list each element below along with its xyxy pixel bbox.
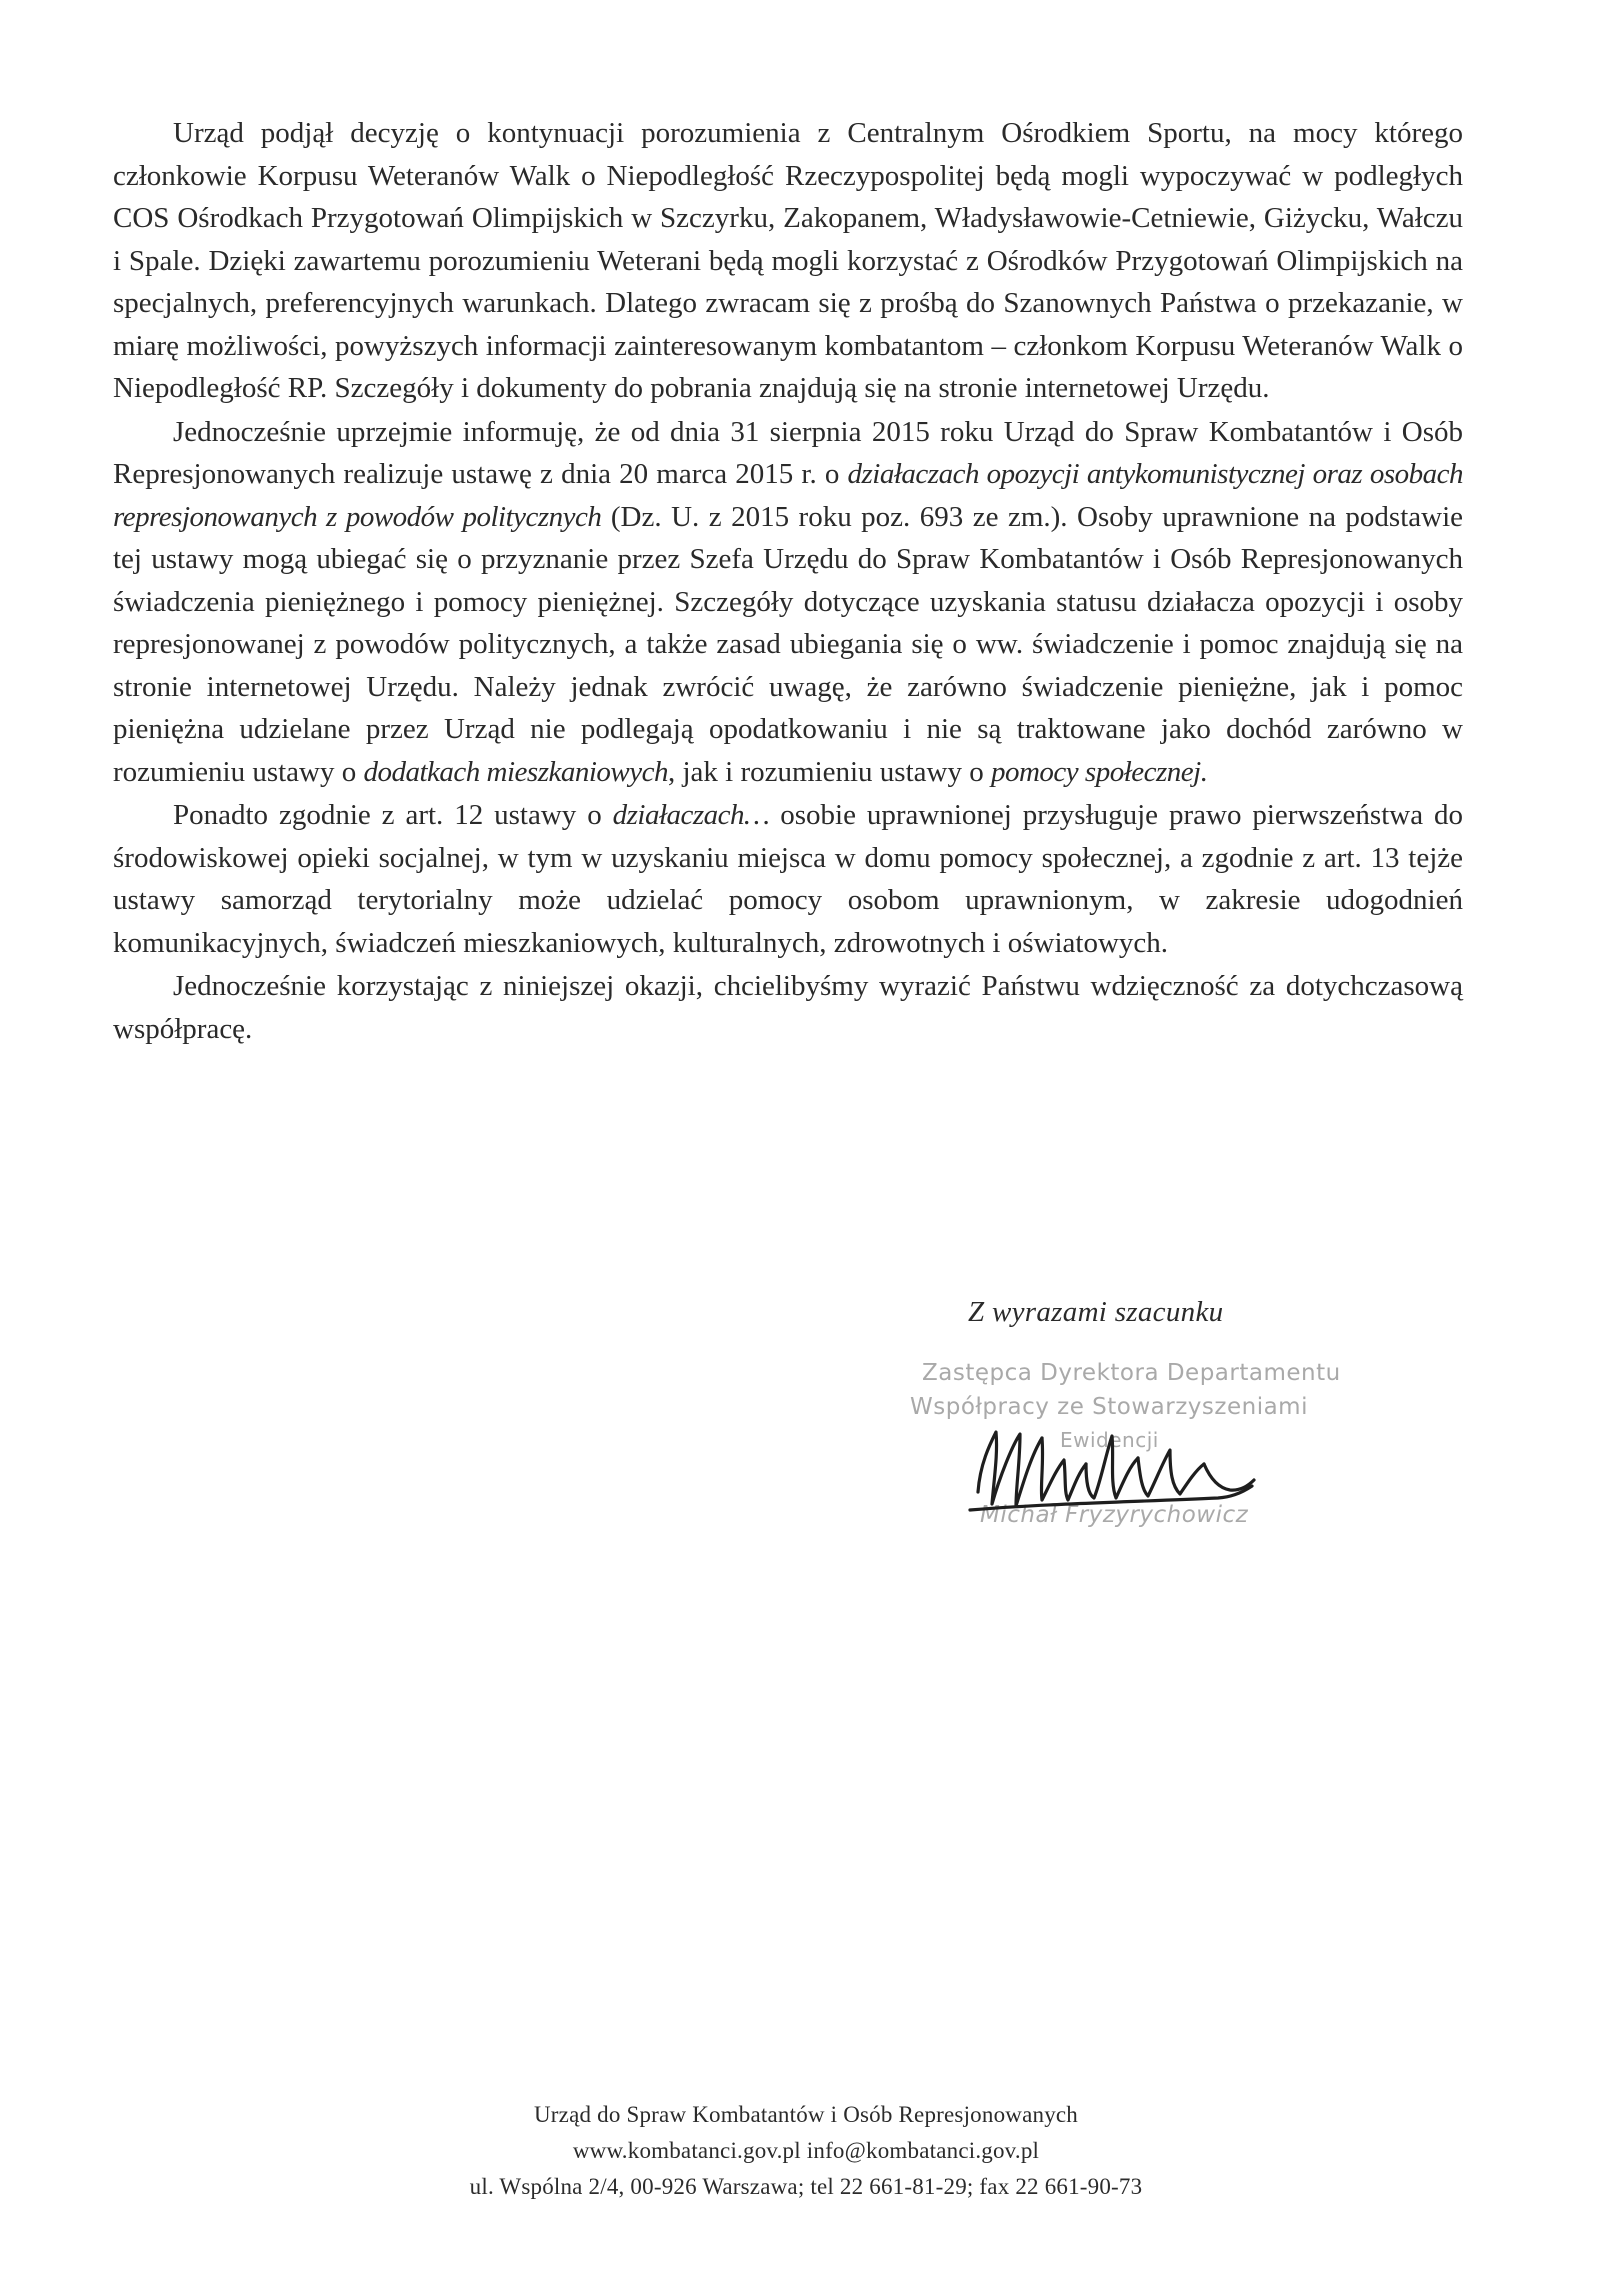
letter-paragraph <box>113 411 1463 794</box>
text-run: Ponadto zgodnie z art. 12 ustawy o <box>173 799 613 831</box>
text-run: Urząd podjął decyzję o kontynuacji porozumienia z Centralnym Ośrodkiem Sportu, na mocy którego członkowie Korpusu Weteranów Walk o Niepodległość Rzeczypospolitej będą mogli wypoczywać w podległych COS Ośrodkach Przygotowań Olimpijskich w Szczyrku, Zakopanem, Władysławowie-Cetniewie, Giżycku, Wałczu i Spale. Dzięki zawartemu porozumieniu Weterani będą mogli korzystać z Ośrodków Przygotowań Olimpijskich na specjalnych, preferencyjnych warunkach. Dlatego zwracam się z prośbą do Szanownych Państwa o przekazanie, w miarę możliwości, powyższych informacji zainteresowanym kombatantom – członkom Korpusu Weteranów Walk o Niepodległość RP. Szczegóły i dokumenty do pobrania znajdują się na stronie internetowej Urzędu. <box>113 117 1463 404</box>
stamp-signatory-name: Michał Fryzyrychowicz <box>980 1502 1249 1528</box>
footer-address: ul. Wspólna 2/4, 00-926 Warszawa; tel 22 661-81-29; fax 22 661-90-73 <box>469 2174 1143 2199</box>
letter-paragraph <box>113 794 1463 964</box>
text-run: osobie uprawnionej przysługuje prawo pierwszeństwa do środowiskowej opieki socjalnej, w tym w uzyskaniu miejsca w domu pomocy społecznej, a zgodnie z art. 13 tejże ustawy samorząd terytorialny może udzielać pomocy osobom uprawnionym, w zakresie udogodnień komunikacyjnych, świadczeń mieszkaniowych, kulturalnych, zdrowotnych i oświatowych. <box>113 799 1463 959</box>
closing-phrase: Z wyrazami szacunku <box>968 1296 1224 1328</box>
stamp-title-line: Zastępca Dyrektora Departamentu <box>922 1360 1341 1386</box>
official-stamp <box>900 1360 1341 1540</box>
stamp-department-line: Współpracy ze Stowarzyszeniami <box>910 1394 1308 1420</box>
footer-organization: Urząd do Spraw Kombatantów i Osób Represjonowanych <box>534 2102 1078 2127</box>
footer-contact: www.kombatanci.gov.pl info@kombatanci.gov.pl <box>572 2138 1040 2163</box>
text-run: , jak i rozumieniu ustawy o <box>668 755 991 788</box>
italic-run: działaczach opozycji antykomunistycznej oraz osobach represjonowanych z powodów politycznych <box>113 458 1463 533</box>
italic-run: działaczach… <box>612 799 770 831</box>
text-run: (Dz. U. z 2015 roku poz. 693 ze zm.). Osoby uprawnione na podstawie tej ustawy mogą ubiegać się o przyznanie przez Szefa Urzędu do Spraw Kombatantów i Osób Represjonowanych świadczenia pieniężnego i pomocy pieniężnej. Szczegóły dotyczące uzyskania statusu działacza opozycji i osoby represjonowanej z powodów politycznych, a także zasad ubiegania się o ww. świadczenie i pomoc znajdują się na stronie internetowej Urzędu. Należy jednak zwrócić uwagę, że zarówno świadczenie pieniężne, jak i pomoc pieniężna udzielane przez Urząd nie podlegają opodatkowaniu i nie są traktowane jako dochód zarówno w rozumieniu ustawy o <box>113 500 1463 788</box>
letter-paragraph <box>113 965 1463 1050</box>
italic-run: dodatkach mieszkaniowych <box>363 755 668 788</box>
handwritten-signature <box>960 1424 1260 1524</box>
text-run: Jednocześnie korzystając z niniejszej okazji, chcielibyśmy wyrazić Państwu wdzięczność za dotychczasową współpracę. <box>113 970 1463 1045</box>
italic-run: pomocy społecznej. <box>990 755 1208 788</box>
text-run: Jednocześnie uprzejmie informuję, że od dnia 31 sierpnia 2015 roku Urząd do Spraw Kombatantów i Osób Represjonowanych realizuje ustawę z dnia 20 marca 2015 r. o <box>113 415 1463 490</box>
letter-footer <box>0 2097 1612 2205</box>
letter-paragraph <box>113 112 1463 410</box>
letter-body <box>113 112 1463 1050</box>
stamp-department-line-2: Ewidencji <box>1060 1428 1159 1452</box>
